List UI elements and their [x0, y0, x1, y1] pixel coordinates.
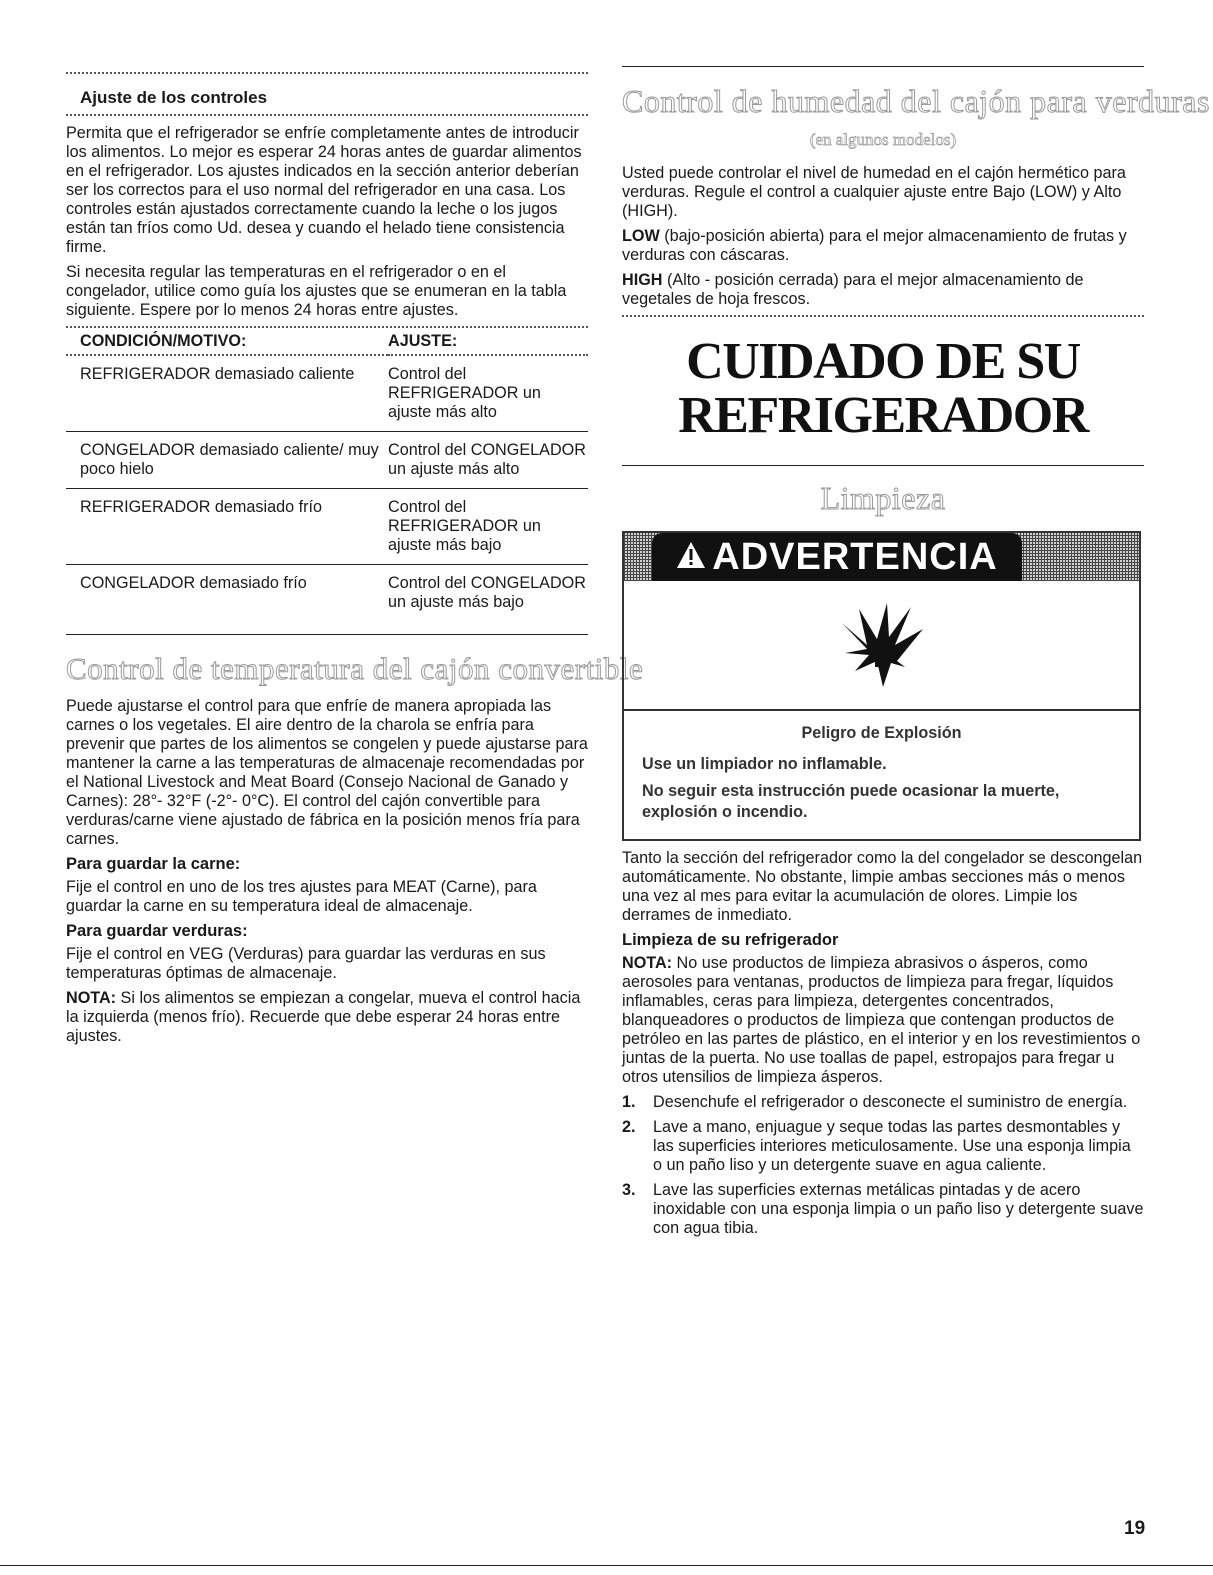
section-heading-limpieza: Limpieza	[820, 480, 946, 516]
divider	[622, 66, 1144, 67]
step-text: Desenchufe el refrigerador o desconecte el suministro de energía.	[653, 1093, 1128, 1111]
table-row	[66, 565, 588, 635]
note-paragraph	[622, 954, 1144, 1087]
table-row	[66, 432, 588, 489]
step-number: 2.	[622, 1118, 636, 1136]
list-item	[622, 1093, 1144, 1112]
warning-header	[624, 533, 1139, 581]
paragraph: Puede ajustarse el control para que enfríe de manera apropiada las carnes o los vegetales. El aire dentro de la charola se enfría para prevenir que partes de los alimentos se congelen y puede ajustarse para mantener la carne a las temperaturas de almacenaje recomendadas por el National Livestock and Meat Board (Consejo Nacional de Ganado y Carnes): 28°- 32°F (-2°- 0°C). El control del cajón convertible para verduras/carne viene ajustado de fábrica en la posición menos fría para carnes.	[66, 697, 588, 848]
divider	[66, 72, 588, 74]
cleaning-steps	[622, 1093, 1144, 1238]
step-text: Lave a mano, enjuague y seque todas las partes desmontables y las superficies interiores meticulosamente. Use una esponja limpia o un paño liso y un detergente suave en agua caliente.	[653, 1118, 1131, 1174]
subheading-verduras: Para guardar verduras:	[66, 922, 248, 940]
subheading-limpieza: Limpieza de su refrigerador	[622, 931, 839, 949]
footer-rule	[0, 1565, 1213, 1566]
note-paragraph	[66, 989, 588, 1046]
paragraph: Permita que el refrigerador se enfríe completamente antes de introducir los alimentos. Lo mejor es esperar 24 horas antes de guardar alimentos en el refrigerador. Los ajustes indicados en la sección anterior deberían ser los correctos para el uso normal del refrigerador en una casa. Los controles están ajustados correctamente cuando la leche o los jugos están tan fríos como Ud. desea y cuando el helado tiene consistencia firme.	[66, 124, 582, 256]
paragraph: Si necesita regular las temperaturas en el refrigerador o en el congelador, utilice como guía los ajustes que se enumeran en la tabla siguiente. Espere por lo menos 24 horas entre ajustes.	[66, 263, 567, 319]
table-row	[66, 489, 588, 565]
paragraph: Tanto la sección del refrigerador como la del congelador se descongelan automáticamente. No obstante, limpie ambas secciones más o menos una vez al mes para evitar la acumulación de olores. Limpie los derrames de inmediato.	[622, 849, 1143, 924]
divider	[66, 326, 588, 328]
explosion-icon	[837, 601, 927, 689]
right-column	[622, 0, 1210, 1244]
warning-badge	[652, 533, 1022, 581]
warning-consequence: No seguir esta instrucción puede ocasionar la muerte, explosión o incendio.	[642, 782, 1060, 821]
list-item	[622, 1118, 1144, 1175]
warning-triangle-icon	[676, 536, 706, 579]
low-label: LOW	[622, 227, 660, 245]
divider	[622, 465, 1144, 466]
list-item	[622, 1181, 1144, 1238]
high-label: HIGH	[622, 271, 663, 289]
table-cell-condition: CONGELADOR demasiado frío	[80, 574, 307, 592]
warning-hazard: Peligro de Explosión	[801, 724, 962, 742]
subheading-carne: Para guardar la carne:	[66, 855, 241, 873]
table-cell-condition: CONGELADOR demasiado caliente/ muy poco hielo	[66, 432, 388, 489]
paragraph: Usted puede controlar el nivel de humedad en el cajón hermético para verduras. Regule el control a cualquier ajuste entre Bajo (LOW) y Alto (HIGH).	[622, 164, 1126, 220]
settings-table	[66, 332, 588, 634]
divider	[66, 634, 588, 635]
note-label: NOTA:	[622, 954, 673, 972]
section-heading-ajuste: Ajuste de los controles	[80, 88, 268, 107]
step-number: 1.	[622, 1093, 636, 1111]
warning-box	[622, 531, 1141, 841]
table-row	[66, 355, 588, 432]
step-number: 3.	[622, 1181, 636, 1199]
explosion-symbol	[624, 581, 1139, 711]
page-title-line: REFRIGERADOR	[678, 387, 1088, 444]
table-cell-condition: REFRIGERADOR demasiado caliente	[66, 355, 388, 432]
table-cell-setting: Control del REFRIGERADOR un ajuste más bajo	[388, 489, 588, 565]
page-title-line: CUIDADO DE SU	[686, 333, 1080, 390]
table-cell-setting: Control del REFRIGERADOR un ajuste más alto	[388, 355, 588, 432]
page-number: 19	[1124, 1518, 1146, 1539]
section-heading-humedad: Control de humedad del cajón para verduras	[622, 83, 1210, 119]
warning-label: ADVERTENCIA	[712, 535, 998, 578]
note-text: No use productos de limpieza abrasivos o ásperos, como aerosoles para ventanas, productos de limpieza para fregar, líquidos inflamables, ceras para limpieza, detergentes concentrados, blanqueadores o productos de limpieza que contengan productos de petróleo en las partes de plástico, en el interior y en los revestimientos o juntas de la puerta. No use toallas de papel, estropajos para fregar u otros utensilios de limpieza ásperos.	[622, 954, 1141, 1086]
low-text: (bajo-posición abierta) para el mejor almacenamiento de frutas y verduras con cáscaras.	[622, 227, 1127, 264]
note-label: NOTA:	[66, 989, 117, 1007]
note-text: Si los alimentos se empiezan a congelar, mueva el control hacia la izquierda (menos frío). Recuerde que debe esperar 24 horas entre ajustes.	[66, 989, 581, 1045]
table-cell-setting: Control del CONGELADOR un ajuste más bajo	[388, 574, 586, 611]
table-cell-setting: Control del CONGELADOR un ajuste más alto	[388, 432, 588, 489]
divider	[622, 315, 1144, 317]
section-heading-convertible: Control de temperatura del cajón convertible	[66, 651, 644, 686]
table-cell-condition: REFRIGERADOR demasiado frío	[66, 489, 388, 565]
step-text: Lave las superficies externas metálicas pintadas y de acero inoxidable con una esponja limpia o un paño liso y detergente suave con agua tibia.	[653, 1181, 1144, 1237]
paragraph: Fije el control en VEG (Verduras) para guardar las verduras en sus temperaturas óptimas de almacenaje.	[66, 945, 546, 982]
paragraph	[622, 227, 1144, 265]
section-subheading: (en algunos modelos)	[809, 130, 957, 149]
warning-instruction: Use un limpiador no inflamable.	[642, 755, 887, 773]
high-text: (Alto - posición cerrada) para el mejor almacenamiento de vegetales de hoja frescos.	[622, 271, 1084, 308]
paragraph	[622, 271, 1144, 309]
table-header-condition: CONDICIÓN/MOTIVO:	[80, 332, 247, 350]
warning-body	[624, 711, 1139, 839]
divider	[66, 114, 588, 116]
table-header-setting: AJUSTE:	[388, 332, 458, 350]
page-title	[622, 335, 1144, 443]
paragraph: Fije el control en uno de los tres ajustes para MEAT (Carne), para guardar la carne en su temperatura ideal de almacenaje.	[66, 878, 537, 915]
